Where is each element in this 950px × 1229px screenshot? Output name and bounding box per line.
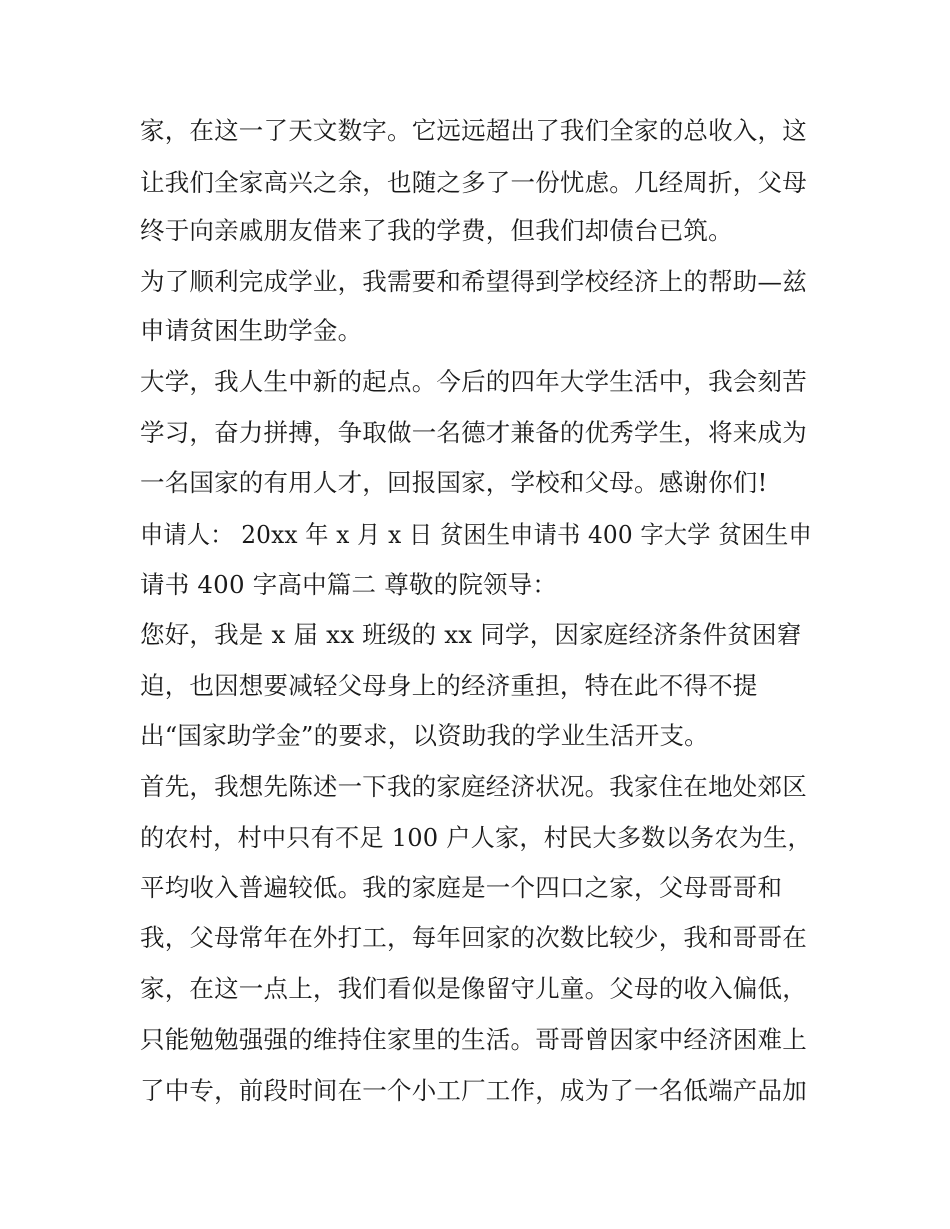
text-line: 大学，我人生中新的起点。今后的四年大学生活中，我会刻苦 bbox=[140, 367, 807, 396]
text-line: 为了顺利完成学业，我需要和希望得到学校经济上的帮助—兹 bbox=[140, 267, 807, 296]
text-line: 出“国家助学金”的要求，以资助我的学业生活开支。 bbox=[140, 721, 709, 750]
text-line: 迫，也因想要减轻父母身上的经济重担，特在此不得不提 bbox=[140, 671, 758, 700]
text-line: 我，父母常年在外打工，每年回家的次数比较少，我和哥哥在 bbox=[140, 923, 807, 952]
text-line: 您好，我是 x 届 xx 班级的 xx 同学，因家庭经济条件贫困窘 bbox=[140, 620, 802, 649]
text-line: 家，在这一点上，我们看似是像留守儿童。父母的收入偏低， bbox=[140, 974, 807, 1003]
text-line: 申请人： 20xx 年 x 月 x 日 贫困生申请书 400 字大学 贫困生申 bbox=[140, 520, 812, 549]
text-line: 让我们全家高兴之余，也随之多了一份忧虑。几经周折，父母 bbox=[140, 168, 807, 197]
text-line: 一名国家的有用人才，回报国家，学校和父母。感谢你们! bbox=[140, 468, 768, 497]
text-line: 的农村，村中只有不足 100 户人家，村民大多数以务农为生， bbox=[140, 823, 812, 852]
text-line: 家，在这一了天文数字。它远远超出了我们全家的总收入，这 bbox=[140, 116, 807, 145]
text-line: 平均收入普遍较低。我的家庭是一个四口之家，父母哥哥和 bbox=[140, 873, 783, 902]
text-line: 了中专，前段时间在一个小工厂工作，成为了一名低端产品加 bbox=[140, 1076, 807, 1105]
text-line: 只能勉勉强强的维持住家里的生活。哥哥曾因家中经济困难上 bbox=[140, 1025, 807, 1054]
text-line: 学习，奋力拼搏，争取做一名德才兼备的优秀学生，将来成为 bbox=[140, 418, 807, 447]
text-line: 终于向亲戚朋友借来了我的学费，但我们却债台已筑。 bbox=[140, 216, 733, 245]
text-line: 申请贫困生助学金。 bbox=[140, 316, 363, 345]
text-line: 请书 400 字高中篇二 尊敬的院领导： bbox=[140, 570, 558, 599]
text-line: 首先，我想先陈述一下我的家庭经济状况。我家住在地处郊区 bbox=[140, 772, 807, 801]
